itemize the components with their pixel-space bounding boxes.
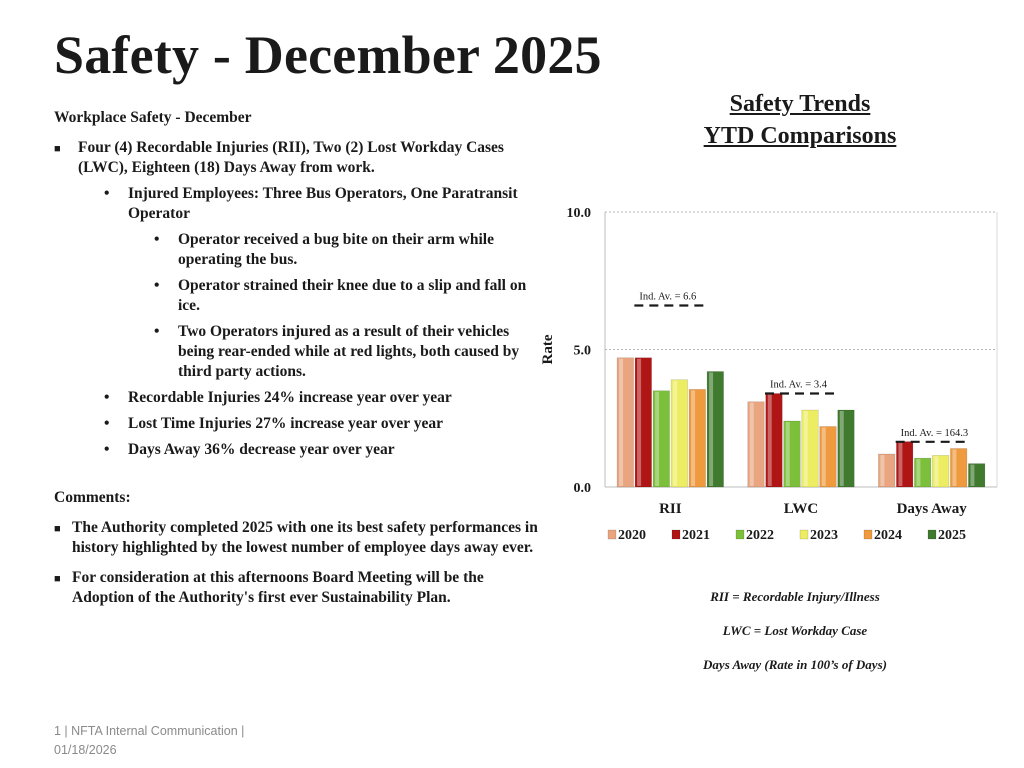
dot-bullet-icon: • [154, 277, 160, 294]
footer [54, 722, 244, 760]
bar-highlight [691, 390, 695, 486]
bar-highlight [768, 395, 772, 487]
bullet-item [54, 138, 544, 178]
y-tick-label: 10.0 [566, 206, 591, 221]
bullet-item [54, 440, 544, 460]
chart-title-line-2: YTD Comparisons [703, 123, 897, 149]
y-axis-label: Rate [540, 334, 556, 365]
bullet-item [54, 184, 544, 224]
bar-highlight [952, 450, 956, 487]
legend-swatch-2023 [800, 530, 808, 539]
bar-highlight [709, 373, 713, 487]
y-tick-label: 0.0 [573, 481, 591, 496]
x-tick-label: Days Away [896, 501, 967, 517]
industry-average-label: Ind. Av. = 6.6 [639, 291, 697, 303]
bullet-item [54, 388, 544, 408]
bar-highlight [786, 422, 790, 486]
bullet-item [54, 322, 544, 382]
bullet-text: Recordable Injuries 24% increase year over year [128, 389, 452, 406]
bar-highlight [804, 411, 808, 486]
bullet-text: Operator received a bug bite on their arm while operating the bus. [178, 231, 494, 268]
legend-label-2025: 2025 [938, 528, 966, 543]
bar-highlight [916, 459, 920, 486]
text-column [54, 108, 544, 608]
bar-highlight [880, 455, 884, 486]
industry-average-label: Ind. Av. = 3.4 [770, 379, 827, 391]
comment-item [54, 568, 544, 608]
dot-bullet-icon: • [104, 185, 110, 202]
square-bullet-icon: ■ [54, 143, 61, 155]
legend-label-2021: 2021 [682, 528, 710, 543]
bar-highlight [898, 443, 902, 486]
bullet-text: Injured Employees: Three Bus Operators, One Paratransit Operator [128, 185, 518, 222]
workplace-heading: Workplace Safety - December [54, 109, 252, 126]
bar-highlight [655, 392, 659, 486]
dot-bullet-icon: • [104, 441, 110, 458]
square-bullet-icon: ■ [54, 573, 61, 585]
legend-label-2022: 2022 [746, 528, 774, 543]
legend-swatch-2020 [608, 530, 616, 539]
bar-highlight [637, 359, 641, 486]
bar-highlight [673, 381, 677, 486]
bullet-text: Days Away 36% decrease year over year [128, 441, 395, 458]
comments-section [54, 488, 544, 608]
safety-bullet-list [54, 138, 544, 460]
bullet-item [54, 276, 544, 316]
safety-bar-chart [530, 190, 1010, 560]
industry-average-label: Ind. Av. = 164.3 [900, 427, 969, 439]
page-title: Safety - December 2025 [54, 25, 602, 85]
legend-swatch-2025 [928, 530, 936, 539]
legend-swatch-2021 [672, 530, 680, 539]
note-lwc: LWC = Lost Workday Case [722, 623, 868, 638]
legend-label-2024: 2024 [874, 528, 902, 543]
bullet-item [54, 414, 544, 434]
dot-bullet-icon: • [104, 415, 110, 432]
bullet-text: Lost Time Injuries 27% increase year over year [128, 415, 443, 432]
legend-label-2020: 2020 [618, 528, 646, 543]
chart-notes [645, 580, 945, 682]
note-days-away: Days Away (Rate in 100’s of Days) [703, 657, 887, 672]
y-tick-label: 5.0 [573, 343, 591, 359]
dot-bullet-icon: • [154, 323, 160, 340]
square-bullet-icon: ■ [54, 523, 61, 535]
chart-title [650, 88, 950, 152]
bar-highlight [822, 428, 826, 487]
x-tick-label: LWC [783, 501, 819, 517]
legend-label-2023: 2023 [810, 528, 838, 543]
bullet-text: Four (4) Recordable Injuries (RII), Two (2) Lost Workday Cases (LWC), Eighteen (18) Days Away from work. [78, 139, 504, 176]
comment-item [54, 518, 544, 558]
bar-highlight [840, 411, 844, 486]
bar-highlight [750, 403, 754, 486]
legend-swatch-2024 [864, 530, 872, 539]
footer-line-1: 1 | NFTA Internal Communication | [54, 724, 245, 738]
bullet-item [54, 230, 544, 270]
bar-highlight [619, 359, 623, 486]
bar-highlight [970, 465, 974, 486]
footer-date: 01/18/2026 [54, 743, 117, 757]
comments-list [54, 518, 544, 608]
dot-bullet-icon: • [154, 231, 160, 248]
x-tick-label: RII [659, 501, 682, 517]
legend-swatch-2022 [736, 530, 744, 539]
comment-text: For consideration at this afternoons Board Meeting will be the Adoption of the Authority's first ever Sustainability Plan. [72, 569, 484, 606]
chart-title-line-1: Safety Trends [729, 91, 871, 117]
bullet-text: Operator strained their knee due to a slip and fall on ice. [178, 277, 527, 314]
bar-highlight [934, 456, 938, 486]
comments-heading: Comments: [54, 489, 131, 506]
bullet-text: Two Operators injured as a result of their vehicles being rear-ended while at red lights, both caused by third party actions. [178, 323, 520, 380]
dot-bullet-icon: • [104, 389, 110, 406]
note-rii: RII = Recordable Injury/Illness [710, 589, 880, 604]
comment-text: The Authority completed 2025 with one its best safety performances in history highlighted by the lowest number of employee days away ever. [72, 519, 538, 556]
